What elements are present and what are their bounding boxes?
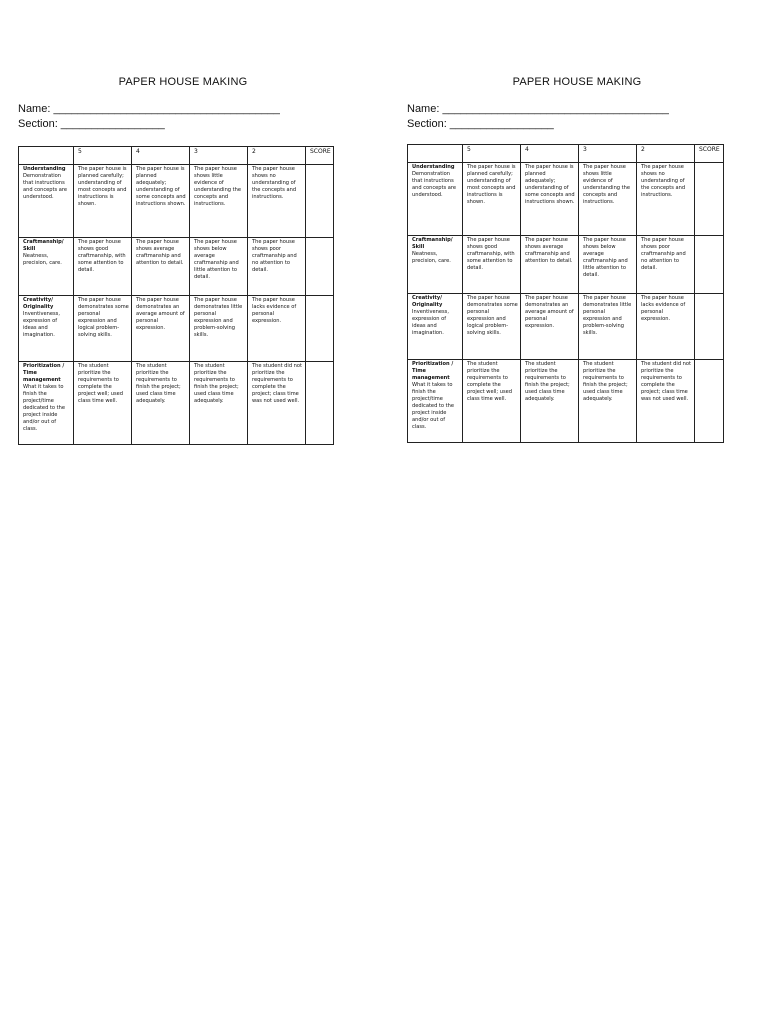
criterion-cell [408,163,463,236]
header-score-4: 4 [132,147,190,165]
header-score-3: 3 [579,145,637,163]
table-row [19,296,334,362]
rubric-cell-3: The paper house shows little evidence of understanding the concepts and instructions. [579,163,637,236]
table-row [408,360,724,443]
rubric-cell-5: The paper house demonstrates some personal expression and logical problem-solving skills. [74,296,132,362]
criterion-name: Creativity/ Originality [23,297,54,311]
criterion-cell [19,238,74,296]
table-row [19,238,334,296]
rubric-cell-3: The paper house shows below average craftmanship and little attention to detail. [579,236,637,294]
table-row [19,362,334,445]
criterion-description: Inventiveness, expression of ideas and imagination. [23,311,60,339]
criterion-description: Neatness, precision, care. [412,251,451,265]
criterion-cell [408,236,463,294]
header-score-3: 3 [190,147,248,165]
rubric-cell-2: The student did not prioritize the requirements to complete the project; class time was not used well. [637,360,695,443]
rubric-cell-5: The paper house shows good craftmanship, with some attention to detail. [463,236,521,294]
rubric-cell-4: The paper house is planned adequately; understanding of some concepts and instructions shown. [521,163,579,236]
rubric-cell-5: The student prioritize the requirements to complete the project well; used class time well. [463,360,521,443]
rubric-table [18,146,334,445]
score-cell [695,163,724,236]
header-criteria [408,145,463,163]
score-cell [695,236,724,294]
rubric-cell-3: The paper house demonstrates little personal expression and problem-solving skills. [190,296,248,362]
page-title: PAPER HOUSE MAKING [512,76,642,88]
header-score: SCORE [306,147,334,165]
criterion-description: Neatness, precision, care. [23,253,62,267]
header-score-2: 2 [248,147,306,165]
criterion-name: Craftmanship/ Skill [412,237,453,251]
header-criteria [19,147,74,165]
score-cell [306,362,334,445]
score-cell [306,296,334,362]
header-row [19,147,334,165]
criterion-name: Craftmanship/ Skill [23,239,64,253]
header-row [408,145,724,163]
rubric-cell-3: The paper house shows little evidence of understanding the concepts and instructions. [190,165,248,238]
rubric-cell-2: The paper house lacks evidence of personal expression. [637,294,695,360]
criterion-name: Understanding [23,166,66,172]
criterion-name: Creativity/ Originality [412,295,443,309]
criterion-name: Understanding [412,164,455,170]
score-cell [306,165,334,238]
section-field: Section: _________________ [18,118,165,130]
header-score-2: 2 [637,145,695,163]
rubric-cell-2: The student did not prioritize the requirements to complete the project; class time was not used well. [248,362,306,445]
table-row [19,165,334,238]
rubric-cell-4: The paper house is planned adequately; understanding of some concepts and instructions shown. [132,165,190,238]
score-cell [306,238,334,296]
rubric-cell-2: The paper house lacks evidence of personal expression. [248,296,306,362]
criterion-cell [19,296,74,362]
criterion-description: What it takes to finish the project/time dedicated to the project inside and/or out of class. [23,384,66,433]
table-row [408,163,724,236]
criterion-cell [408,360,463,443]
score-cell [695,360,724,443]
criterion-description: What it takes to finish the project/time dedicated to the project inside and/or out of class. [412,382,455,431]
criterion-description: Demonstration that instructions and concepts are understood. [412,171,457,199]
score-cell [695,294,724,360]
criterion-description: Demonstration that instructions and concepts are understood. [23,173,68,201]
rubric-cell-5: The paper house is planned carefully; understanding of most concepts and instructions is shown. [74,165,132,238]
rubric-cell-3: The student prioritize the requirements to finish the project; used class time adequately. [190,362,248,445]
rubric-cell-4: The paper house demonstrates an average amount of personal expression. [521,294,579,360]
rubric-cell-2: The paper house shows poor craftmanship and no attention to detail. [248,238,306,296]
name-field: Name: _____________________________________ [407,103,669,115]
table-row [408,294,724,360]
rubric-cell-5: The student prioritize the requirements to complete the project well; used class time well. [74,362,132,445]
rubric-cell-5: The paper house is planned carefully; understanding of most concepts and instructions is shown. [463,163,521,236]
rubric-cell-2: The paper house shows poor craftmanship and no attention to detail. [637,236,695,294]
rubric-cell-3: The paper house shows below average craftmanship and little attention to detail. [190,238,248,296]
rubric-cell-5: The paper house demonstrates some personal expression and logical problem-solving skills. [463,294,521,360]
table-row [408,236,724,294]
page-title: PAPER HOUSE MAKING [118,76,248,88]
header-score-5: 5 [74,147,132,165]
rubric-cell-2: The paper house shows no understanding of the concepts and instructions. [248,165,306,238]
header-score-4: 4 [521,145,579,163]
criterion-cell [19,165,74,238]
rubric-cell-4: The paper house demonstrates an average amount of personal expression. [132,296,190,362]
criterion-name: Prioritization / Time management [412,361,454,382]
rubric-cell-4: The paper house shows average craftmanship and attention to detail. [132,238,190,296]
rubric-cell-4: The paper house shows average craftmanship and attention to detail. [521,236,579,294]
header-score-5: 5 [463,145,521,163]
header-score: SCORE [695,145,724,163]
rubric-cell-3: The student prioritize the requirements to finish the project; used class time adequately. [579,360,637,443]
rubric-table [407,144,724,443]
name-field: Name: _____________________________________ [18,103,280,115]
rubric-cell-4: The student prioritize the requirements to finish the project; used class time adequately. [521,360,579,443]
rubric-cell-5: The paper house shows good craftmanship, with some attention to detail. [74,238,132,296]
rubric-cell-4: The student prioritize the requirements to finish the project; used class time adequately. [132,362,190,445]
rubric-cell-3: The paper house demonstrates little personal expression and problem-solving skills. [579,294,637,360]
criterion-name: Prioritization / Time management [23,363,65,384]
rubric-cell-2: The paper house shows no understanding of the concepts and instructions. [637,163,695,236]
criterion-description: Inventiveness, expression of ideas and imagination. [412,309,449,337]
criterion-cell [19,362,74,445]
section-field: Section: _________________ [407,118,554,130]
criterion-cell [408,294,463,360]
